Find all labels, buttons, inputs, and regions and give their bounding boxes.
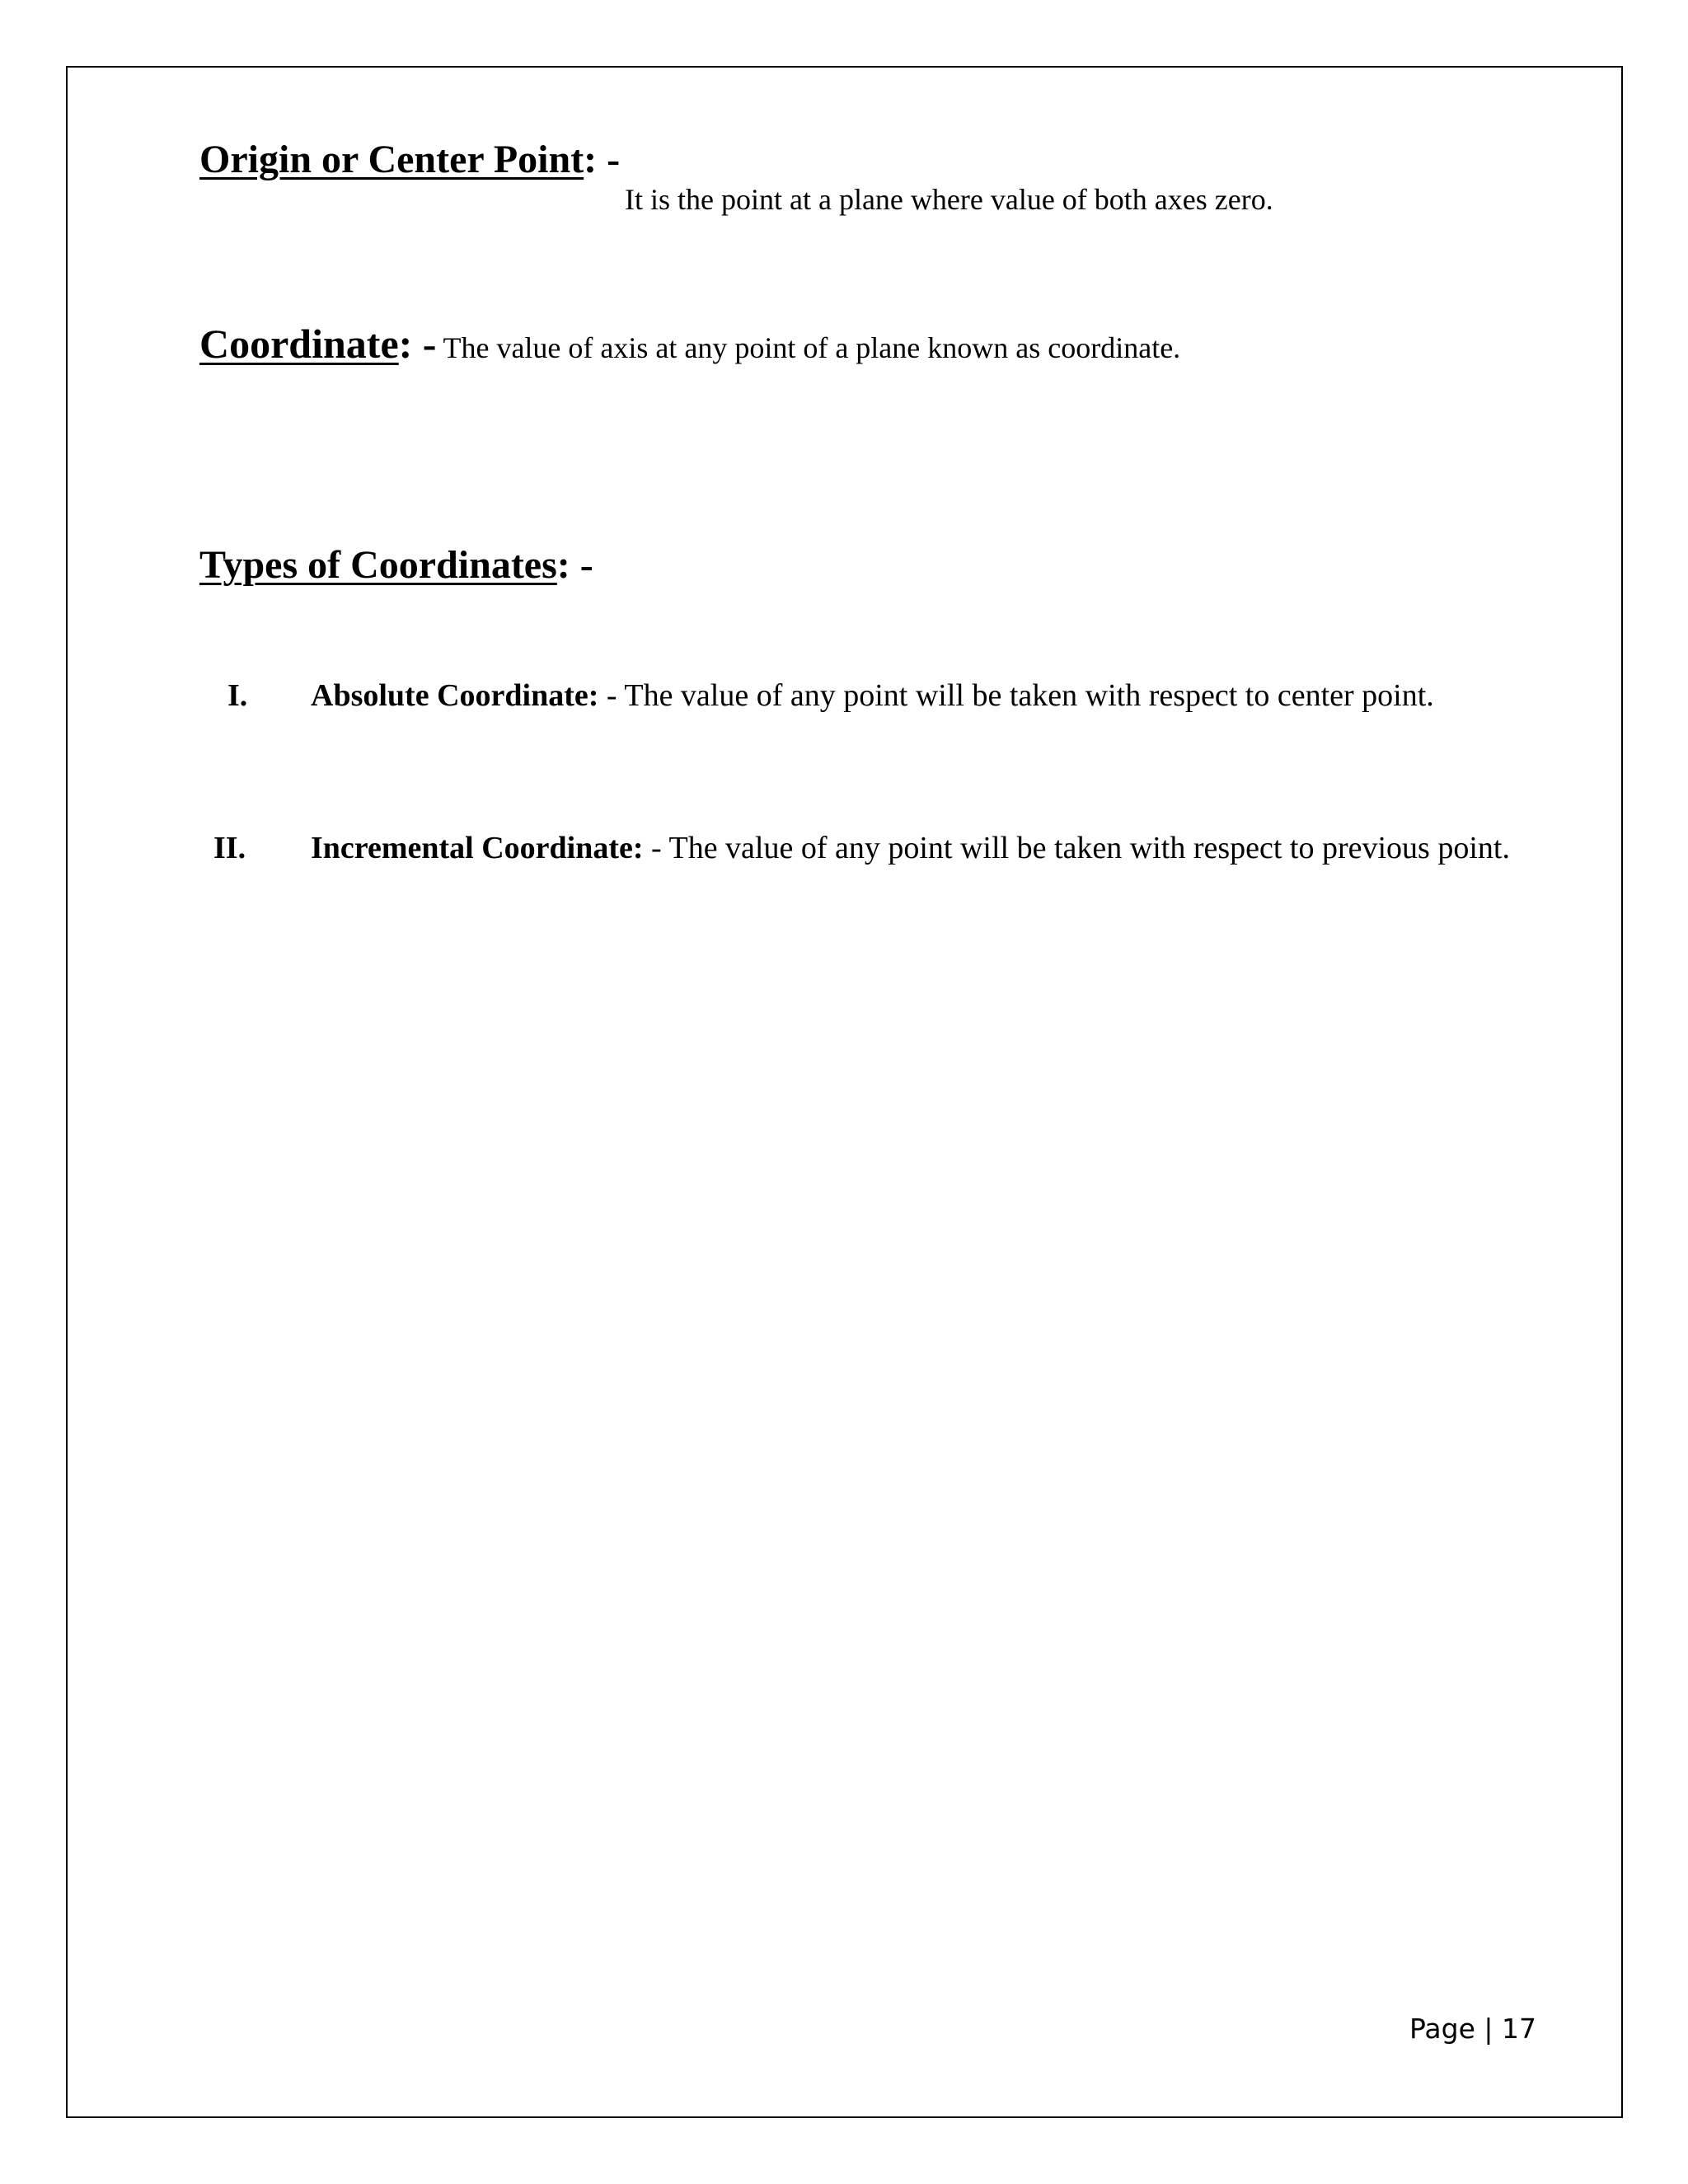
origin-heading-suffix: : - [584, 138, 621, 181]
coordinate-heading-label: Coordinate [199, 321, 399, 367]
types-heading [199, 543, 593, 587]
list-item-numeral: II. [213, 831, 246, 865]
coordinate-heading [199, 321, 436, 367]
list-item-term: Incremental Coordinate: [311, 831, 644, 865]
coordinate-heading-suffix: : - [398, 321, 437, 367]
page-border [66, 66, 1623, 2118]
list-item-content [311, 832, 1510, 864]
list-item-content [311, 680, 1434, 711]
origin-description: It is the point at a plane where value of both axes zero. [625, 183, 1273, 216]
page-number: Page | 17 [1409, 2013, 1536, 2045]
origin-heading-label: Origin or Center Point [199, 138, 584, 181]
list-item-numeral: I. [227, 678, 248, 713]
types-heading-suffix: : - [556, 543, 593, 587]
list-item-description: - The value of any point will be taken with respect to previous point. [643, 831, 1510, 865]
list-item-description: - The value of any point will be taken with respect to center point. [598, 678, 1434, 713]
types-heading-label: Types of Coordinates [199, 543, 557, 587]
list-item-term: Absolute Coordinate: [311, 678, 599, 713]
coordinate-definition [199, 321, 1181, 367]
coordinate-description: The value of axis at any point of a plane known as coordinate. [443, 331, 1181, 364]
origin-heading [199, 140, 620, 180]
